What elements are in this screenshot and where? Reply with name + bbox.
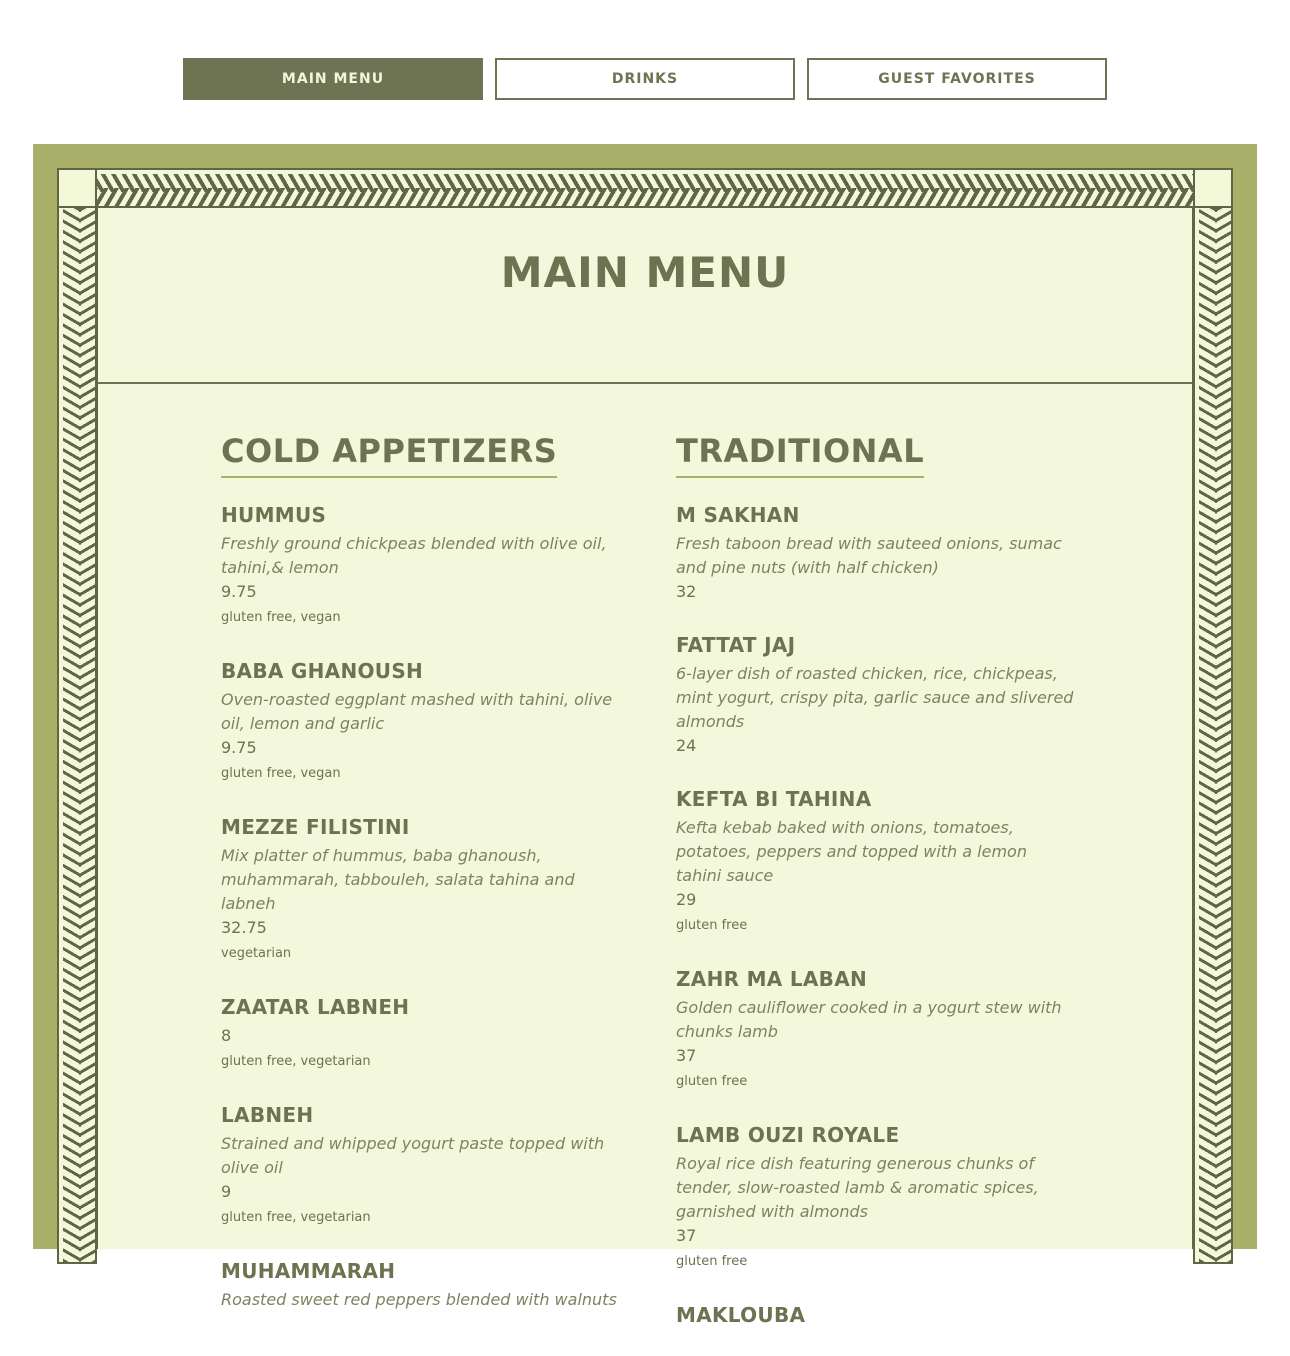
item-description: Strained and whipped yogurt paste topped with olive oil xyxy=(221,1134,605,1177)
item-price: 9 xyxy=(221,1182,232,1201)
item-name: HUMMUS xyxy=(221,503,327,527)
item-tags: vegetarian xyxy=(221,946,292,961)
item-name: LABNEH xyxy=(221,1103,314,1127)
menu-item xyxy=(676,502,1076,604)
item-name: MAKLOUBA xyxy=(676,1303,806,1327)
menu-frame xyxy=(33,144,1257,1327)
tab-drinks[interactable]: DRINKS xyxy=(495,58,795,100)
item-price: 9.75 xyxy=(221,582,257,601)
menu-item xyxy=(676,966,1076,1094)
item-price: 8 xyxy=(221,1026,232,1045)
item-name: LAMB OUZI ROYALE xyxy=(676,1123,900,1147)
tab-main-menu[interactable]: MAIN MENU xyxy=(183,58,483,100)
tab-guest-favorites[interactable]: GUEST FAVORITES xyxy=(807,58,1107,100)
item-description: Oven-roasted eggplant mashed with tahini, olive oil, lemon and garlic xyxy=(221,690,613,733)
title-divider xyxy=(98,382,1192,384)
menu-item xyxy=(221,502,621,630)
decorative-border-left xyxy=(57,204,97,1264)
item-price: 9.75 xyxy=(221,738,257,757)
item-name: FATTAT JAJ xyxy=(676,633,796,657)
page-title: MAIN MENU xyxy=(500,248,790,297)
item-tags: gluten free xyxy=(676,1254,748,1269)
section-title: COLD APPETIZERS xyxy=(221,432,557,478)
menu-item xyxy=(221,1258,621,1312)
item-tags: gluten free, vegetarian xyxy=(221,1054,371,1069)
item-name: KEFTA BI TAHINA xyxy=(676,787,872,811)
section-traditional xyxy=(676,432,1076,1356)
item-tags: gluten free, vegan xyxy=(221,766,341,781)
decorative-border-top xyxy=(57,168,1233,208)
item-description: Royal rice dish featuring generous chunks of tender, slow-roasted lamb & aromatic spices, garnished with almonds xyxy=(676,1154,1039,1221)
item-name: MUHAMMARAH xyxy=(221,1259,396,1283)
item-price: 32.75 xyxy=(221,918,267,937)
menu-item xyxy=(676,1122,1076,1274)
item-description: Golden cauliflower cooked in a yogurt stew with chunks lamb xyxy=(676,998,1062,1041)
section-cold-appetizers xyxy=(221,432,621,1340)
item-description: Kefta kebab baked with onions, tomatoes, potatoes, peppers and topped with a lemon tahini sauce xyxy=(676,818,1027,885)
item-name: BABA GHANOUSH xyxy=(221,659,424,683)
border-corner-top-right xyxy=(1193,168,1233,208)
item-tags: gluten free, vegan xyxy=(221,610,341,625)
menu-tabs xyxy=(183,58,1107,100)
item-tags: gluten free xyxy=(676,918,748,933)
border-corner-top-left xyxy=(57,168,97,208)
section-title: TRADITIONAL xyxy=(676,432,924,478)
item-price: 37 xyxy=(676,1046,697,1065)
menu-paper xyxy=(97,208,1193,1327)
item-description: Fresh taboon bread with sauteed onions, sumac and pine nuts (with half chicken) xyxy=(676,534,1062,577)
menu-item xyxy=(676,1302,1076,1328)
menu-item xyxy=(221,1102,621,1230)
item-name: ZAATAR LABNEH xyxy=(221,995,410,1019)
menu-item xyxy=(221,658,621,786)
item-tags: gluten free, vegetarian xyxy=(221,1210,371,1225)
menu-item xyxy=(221,994,621,1074)
item-price: 37 xyxy=(676,1226,697,1245)
menu-item xyxy=(676,786,1076,938)
item-description: Freshly ground chickpeas blended with olive oil, tahini,& lemon xyxy=(221,534,607,577)
item-name: ZAHR MA LABAN xyxy=(676,967,868,991)
menu-item xyxy=(676,632,1076,758)
item-price: 24 xyxy=(676,736,697,755)
item-name: M SAKHAN xyxy=(676,503,800,527)
menu-item xyxy=(221,814,621,966)
item-tags: gluten free xyxy=(676,1074,748,1089)
item-name: MEZZE FILISTINI xyxy=(221,815,410,839)
item-description: Mix platter of hummus, baba ghanoush, muhammarah, tabbouleh, salata tahina and labneh xyxy=(221,846,575,913)
item-price: 32 xyxy=(676,582,697,601)
item-description: Roasted sweet red peppers blended with walnuts xyxy=(221,1290,617,1309)
item-description: 6-layer dish of roasted chicken, rice, chickpeas, mint yogurt, crispy pita, garlic sauce and slivered almonds xyxy=(676,664,1074,731)
decorative-border-right xyxy=(1193,204,1233,1264)
item-price: 29 xyxy=(676,890,697,909)
